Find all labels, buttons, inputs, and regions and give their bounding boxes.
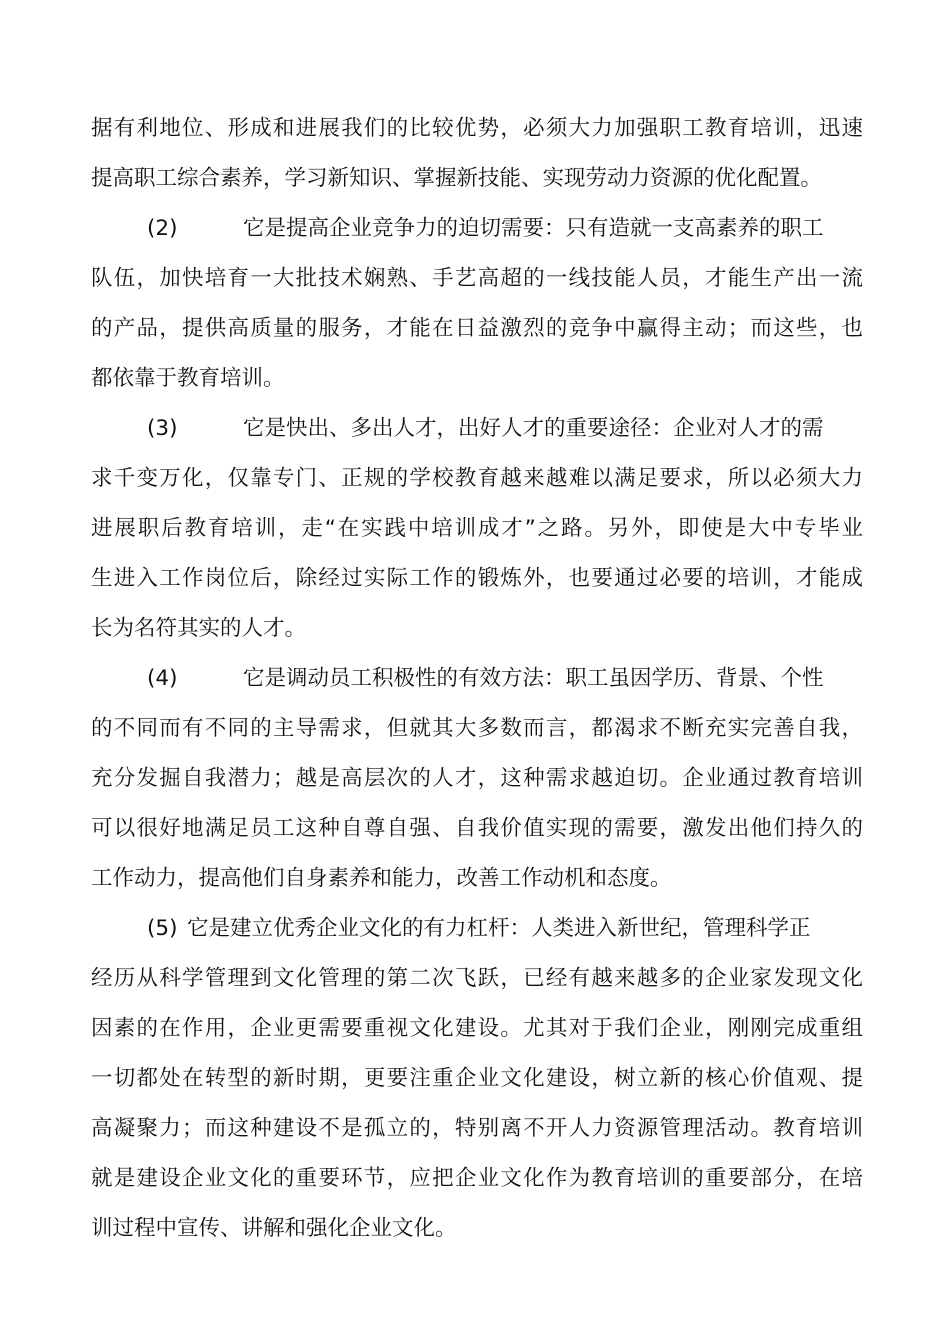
text-line: 充分发掘自我潜力；越是高层次的人才，这种需求越迫切。企业通过教育培训 [91, 766, 863, 791]
text-line: 高凝聚力；而这种建设不是孤立的，特别离不开人力资源管理活动。教育培训 [91, 1116, 863, 1141]
text-line: 可以很好地满足员工这种自尊自强、自我价值实现的需要，激发出他们持久的 [91, 816, 863, 841]
paragraph-number: (2) [147, 216, 178, 241]
text-line: 队伍，加快培育一大批技术娴熟、手艺高超的一线技能人员，才能生产出一流 [91, 266, 863, 291]
text-line: 进展职后教育培训，走“在实践中培训成才”之路。另外，即使是大中专毕业 [91, 516, 863, 541]
text-line: 训过程中宣传、讲解和强化企业文化。 [91, 1216, 457, 1241]
text-line: 提高职工综合素养，学习新知识、掌握新技能、实现劳动力资源的优化配置。 [91, 166, 823, 191]
paragraph-lead-text: 它是建立优秀企业文化的有力杠杆：人类进入新世纪，管理科学正 [187, 916, 811, 941]
text-line: 因素的在作用，企业更需要重视文化建设。尤其对于我们企业，刚刚完成重组 [91, 1016, 863, 1041]
text-line: 的不同而有不同的主导需求，但就其大多数而言，都渴求不断充实完善自我， [91, 716, 863, 741]
paragraph-lead-text: 它是调动员工积极性的有效方法：职工虽因学历、背景、个性 [243, 666, 824, 691]
paragraph-first-line [91, 404, 863, 454]
paragraph-number: (5) [147, 916, 178, 941]
text-line: 长为名符其实的人才。 [91, 616, 307, 641]
paragraph-lead-text: 它是快出、多出人才，出好人才的重要途径：企业对人才的需 [243, 416, 824, 441]
text-line: 求千变万化，仅靠专门、正规的学校教育越来越难以满足要求，所以必须大力 [91, 466, 863, 491]
paragraph-number: (3) [147, 416, 178, 441]
text-line: 工作动力，提高他们自身素养和能力，改善工作动机和态度。 [91, 866, 672, 891]
text-line: 一切都处在转型的新时期，更要注重企业文化建设，树立新的核心价值观、提 [91, 1066, 863, 1091]
text-line: 就是建设企业文化的重要环节，应把企业文化作为教育培训的重要部分，在培 [91, 1166, 863, 1191]
text-line: 经历从科学管理到文化管理的第二次飞跃，已经有越来越多的企业家发现文化 [91, 966, 863, 991]
text-line: 据有利地位、形成和进展我们的比较优势，必须大力加强职工教育培训，迅速 [91, 116, 863, 141]
text-line: 都依靠于教育培训。 [91, 366, 285, 391]
paragraph-first-line [91, 654, 863, 704]
document-body [91, 104, 863, 1254]
text-line: 的产品，提供高质量的服务，才能在日益激烈的竞争中赢得主动；而这些，也 [91, 316, 863, 341]
paragraph-first-line [91, 904, 863, 954]
paragraph-first-line [91, 204, 863, 254]
paragraph-number: (4) [147, 666, 178, 691]
text-line: 生进入工作岗位后，除经过实际工作的锻炼外，也要通过必要的培训，才能成 [91, 566, 863, 591]
paragraph-lead-text: 它是提高企业竞争力的迫切需要：只有造就一支高素养的职工 [243, 216, 824, 241]
